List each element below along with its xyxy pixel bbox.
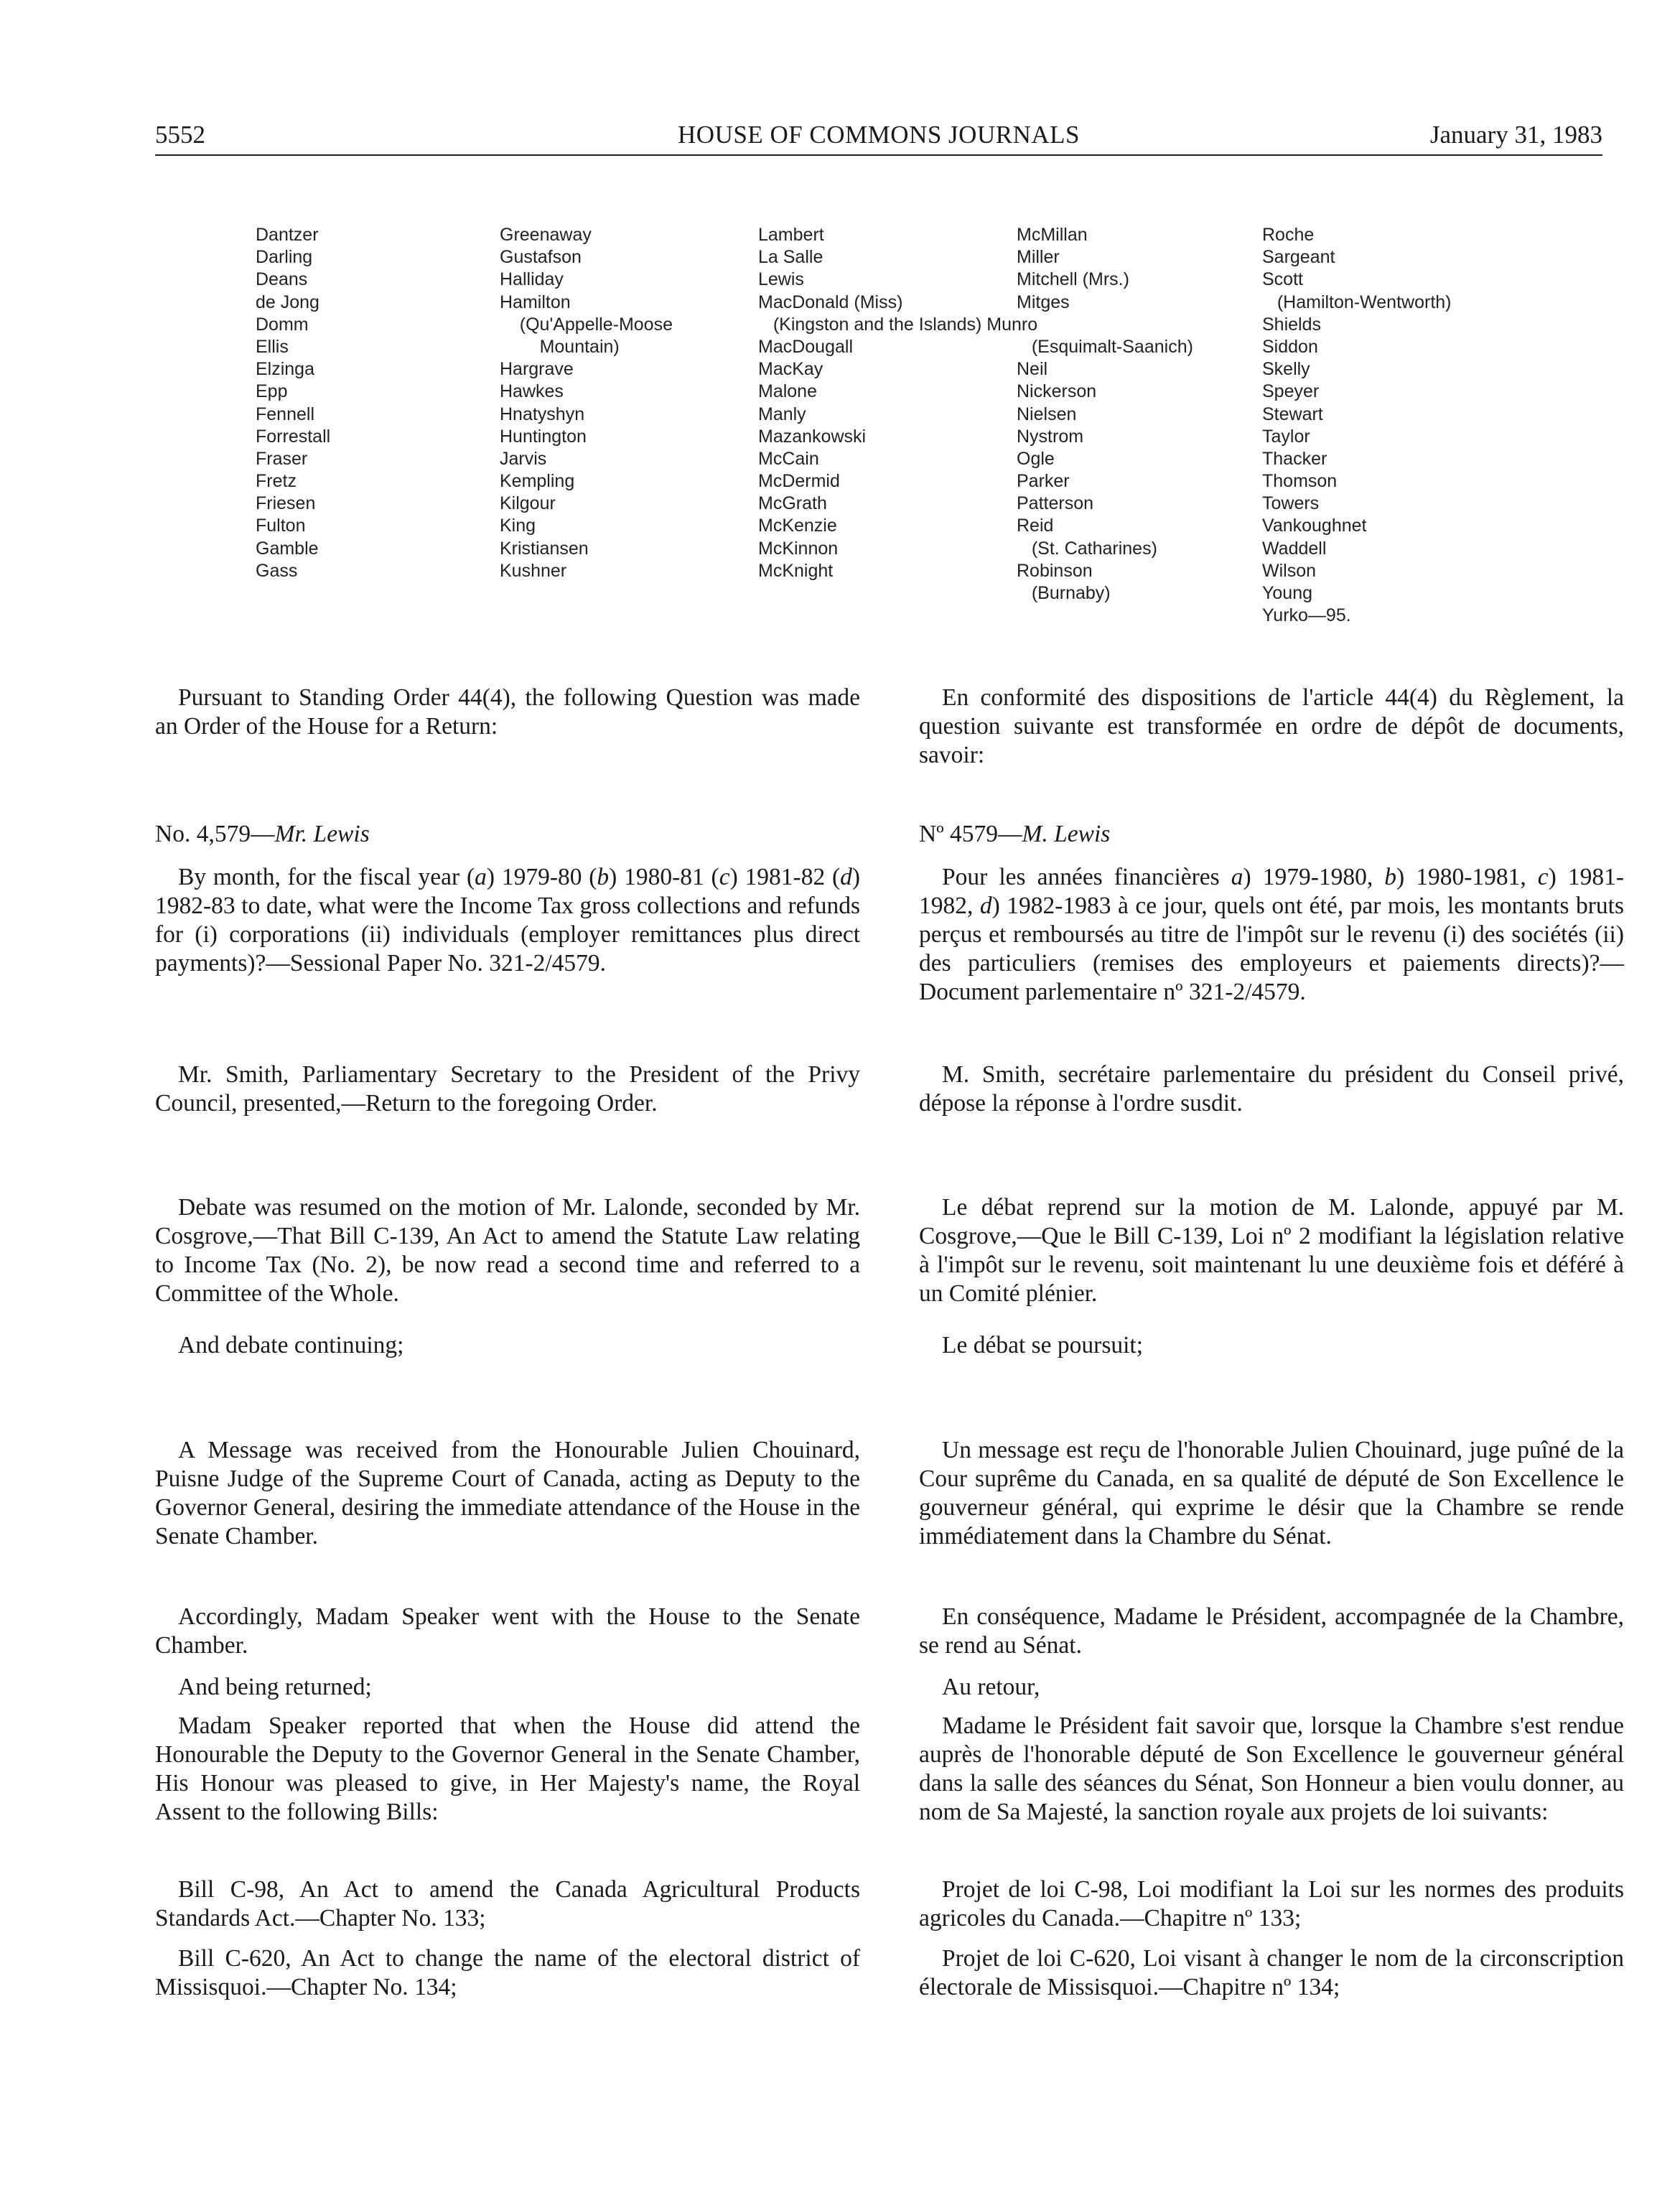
member-name: (Hamilton-Wentworth) bbox=[1262, 292, 1452, 312]
member-name: (St. Catharines) bbox=[1017, 538, 1157, 559]
member-name: Deans bbox=[256, 269, 308, 290]
member-name: McKenzie bbox=[758, 516, 837, 536]
member-name: Forrestall bbox=[256, 426, 331, 447]
member-name: Halliday bbox=[500, 269, 564, 290]
member-name: Mountain) bbox=[500, 336, 620, 357]
senate-chamber-paragraph: Accordingly, Madam Speaker went with the House to the Senate Chamber. bbox=[155, 1603, 860, 1659]
member-name: Huntington bbox=[500, 426, 587, 447]
member-name: de Jong bbox=[256, 292, 319, 312]
member-name: McGrath bbox=[758, 493, 827, 514]
member-name: Shields bbox=[1262, 314, 1321, 335]
order-intro-paragraph-fr: En conformité des dispositions de l'article 44(4) du Règlement, la question suivante est transformée en ordre de dépôt de documents, savoir: bbox=[919, 684, 1624, 768]
debate-paragraph: Debate was resumed on the motion of Mr. Lalonde, seconded by Mr. Cosgrove,—That Bill C-139, An Act to amend the Statute Law relating to Income Tax (No. 2), be now read a second time and referred to a Committee of the Whole. bbox=[155, 1194, 860, 1307]
member-name: Thacker bbox=[1262, 448, 1327, 469]
royal-assent-paragraph: Madam Speaker reported that when the House did attend the Honourable the Deputy to the Governor General in the Senate Chamber, His Honour was pleased to give, in Her Majesty's name, the Royal Assent to the following Bills: bbox=[155, 1712, 860, 1825]
member-name: (Qu'Appelle-Moose bbox=[500, 314, 673, 335]
member-name: Young bbox=[1262, 583, 1312, 603]
member-name: MacDonald (Miss) bbox=[758, 292, 903, 312]
member-name: Darling bbox=[256, 247, 313, 268]
member-name: Neil bbox=[1017, 359, 1048, 380]
member-name: (Kingston and the Islands) Munro bbox=[758, 314, 1038, 335]
member-name: Robinson bbox=[1017, 560, 1093, 581]
question-text-paragraph: By month, for the fiscal year (a) 1979-80 (b) 1980-81 (c) 1981-82 (d) 1982-83 to date, what were the Income Tax gross collections and refunds for (i) corporations (ii) individuals (employer remittances plus direct payments)?—Sessional Paper No. 321-2/4579. bbox=[155, 864, 861, 977]
member-name: MacDougall bbox=[758, 336, 854, 357]
member-name: McMillan bbox=[1017, 225, 1088, 245]
member-name: Hawkes bbox=[500, 381, 564, 402]
member-name: Fraser bbox=[256, 448, 308, 469]
question-heading bbox=[155, 820, 860, 849]
member-name: Parker bbox=[1017, 471, 1070, 492]
returned-paragraph-fr: Au retour, bbox=[942, 1674, 1040, 1700]
member-name: Wilson bbox=[1262, 560, 1317, 581]
member-name: Thomson bbox=[1262, 471, 1338, 492]
member-name: Elzinga bbox=[256, 359, 314, 380]
member-name: La Salle bbox=[758, 247, 823, 268]
member-name: Friesen bbox=[256, 493, 316, 514]
member-name: Miller bbox=[1017, 247, 1060, 268]
member-name: Sargeant bbox=[1262, 247, 1335, 268]
member-name: Fretz bbox=[256, 471, 297, 492]
member-name: Fulton bbox=[256, 516, 306, 536]
member-name: Kristiansen bbox=[500, 538, 589, 559]
member-name: Epp bbox=[256, 381, 288, 402]
header-rule bbox=[155, 154, 1602, 156]
bill-c98-paragraph: Bill C-98, An Act to amend the Canada Agricultural Products Standards Act.—Chapter No. 133; bbox=[155, 1876, 860, 1931]
debate-paragraph-fr: Le débat reprend sur la motion de M. Lalonde, appuyé par M. Cosgrove,—Que le Bill C-139, Loi nº 2 modifiant la législation relative à l'impôt sur le revenu, soit maintenant lu une deuxième fois et déféré à un Comité plénier. bbox=[919, 1194, 1624, 1307]
member-name: McCain bbox=[758, 448, 819, 469]
member-name: Roche bbox=[1262, 225, 1315, 245]
member-name bbox=[1017, 314, 1193, 336]
page-date: January 31, 1983 bbox=[1429, 121, 1602, 149]
member-name: Gustafson bbox=[500, 247, 582, 268]
member-name: McDermid bbox=[758, 471, 840, 492]
page-number: 5552 bbox=[155, 121, 205, 149]
question-heading-fr bbox=[919, 820, 1624, 849]
member-name: Stewart bbox=[1262, 404, 1323, 424]
return-paragraph-fr: M. Smith, secrétaire parlementaire du président du Conseil privé, dépose la réponse à l'ordre susdit. bbox=[919, 1061, 1624, 1117]
member-name: Speyer bbox=[1262, 381, 1320, 402]
member-name: Kilgour bbox=[500, 493, 556, 514]
member-name: Kempling bbox=[500, 471, 575, 492]
member-name: Domm bbox=[256, 314, 309, 335]
member-name: Greenaway bbox=[500, 225, 592, 245]
names-column-3 bbox=[758, 224, 1037, 582]
page-header bbox=[155, 121, 1602, 157]
member-name: Patterson bbox=[1017, 493, 1094, 514]
member-name: Scott bbox=[1262, 269, 1303, 290]
member-name: McKnight bbox=[758, 560, 834, 581]
bill-c620-paragraph-fr: Projet de loi C-620, Loi visant à changer le nom de la circonscription électorale de Missisquoi.—Chapitre nº 134; bbox=[919, 1945, 1624, 2000]
bill-c98-paragraph-fr: Projet de loi C-98, Loi modifiant la Loi sur les normes des produits agricoles du Canada.—Chapitre nº 133; bbox=[919, 1876, 1624, 1931]
member-name: Towers bbox=[1262, 493, 1320, 514]
senate-chamber-paragraph-fr: En conséquence, Madame le Président, accompagnée de la Chambre, se rend au Sénat. bbox=[919, 1603, 1624, 1659]
member-name: MacKay bbox=[758, 359, 823, 380]
member-name: Nickerson bbox=[1017, 381, 1097, 402]
member-name: Kushner bbox=[500, 560, 567, 581]
member-name: Skelly bbox=[1262, 359, 1310, 380]
names-column-4 bbox=[1017, 224, 1193, 605]
member-name: Siddon bbox=[1262, 336, 1318, 357]
member-name: Lewis bbox=[758, 269, 804, 290]
member-name: Gamble bbox=[256, 538, 319, 559]
member-name: Fennell bbox=[256, 404, 314, 424]
order-intro-paragraph: Pursuant to Standing Order 44(4), the following Question was made an Order of the House for a Return: bbox=[155, 684, 860, 740]
member-name: Taylor bbox=[1262, 426, 1310, 447]
member-name: Vankoughnet bbox=[1262, 516, 1367, 536]
member-name: (Burnaby) bbox=[1017, 583, 1111, 603]
names-column-2 bbox=[500, 224, 673, 582]
member-name: Mitchell (Mrs.) bbox=[1017, 269, 1129, 290]
question-number: No. 4,579— bbox=[155, 821, 275, 847]
member-name: Nielsen bbox=[1017, 404, 1077, 424]
member-name: Malone bbox=[758, 381, 817, 402]
names-column-1 bbox=[256, 224, 330, 582]
royal-assent-paragraph-fr: Madame le Président fait savoir que, lorsque la Chambre s'est rendue auprès de l'honorable député de Son Excellence le gouverneur général dans la salle des séances du Sénat, Son Honneur a bien voulu donner, au nom de Sa Majesté, la sanction royale aux projets de loi suivants: bbox=[919, 1712, 1624, 1825]
member-name: Nystrom bbox=[1017, 426, 1084, 447]
question-member: Mr. Lewis bbox=[274, 821, 370, 847]
member-name: (Esquimalt-Saanich) bbox=[1017, 336, 1193, 357]
member-name: King bbox=[500, 516, 536, 536]
member-name: Ogle bbox=[1017, 448, 1055, 469]
member-name: Mitges bbox=[1017, 292, 1070, 312]
question-text-paragraph-fr: Pour les années financières a) 1979-1980, b) 1980-1981, c) 1981-1982, d) 1982-1983 à ce jour, quels ont été, par mois, les montants bruts perçus et remboursés au titre de l'impôt sur le revenu (i) des sociétés (ii) des particuliers (remises des employeurs et paiements directs)?—Document parlementaire nº 321-2/4579. bbox=[919, 864, 1625, 1005]
member-name: Mazankowski bbox=[758, 426, 867, 447]
bill-c620-paragraph: Bill C-620, An Act to change the name of the electoral district of Missisquoi.—Chapter No. 134; bbox=[155, 1945, 860, 2000]
member-name: McKinnon bbox=[758, 538, 839, 559]
message-paragraph-fr: Un message est reçu de l'honorable Julien Chouinard, juge puîné de la Cour suprême du Canada, en sa qualité de député de Son Excellence le gouverneur général, qui exprime le désir que la Chambre se rende immédiatement dans la Chambre du Sénat. bbox=[919, 1437, 1624, 1549]
debate-continuing-paragraph: And debate continuing; bbox=[178, 1332, 404, 1359]
names-column-5 bbox=[1262, 224, 1452, 627]
journal-title: HOUSE OF COMMONS JOURNALS bbox=[678, 121, 1080, 149]
member-name: Hargrave bbox=[500, 359, 574, 380]
member-name: Yurko—95. bbox=[1262, 605, 1351, 626]
question-member-fr: M. Lewis bbox=[1022, 821, 1111, 847]
member-name: Jarvis bbox=[500, 448, 547, 469]
member-name: Lambert bbox=[758, 225, 824, 245]
member-name: Reid bbox=[1017, 516, 1054, 536]
member-name: Ellis bbox=[256, 336, 289, 357]
member-name: Hnatyshyn bbox=[500, 404, 585, 424]
question-number-fr: Nº 4579— bbox=[919, 821, 1022, 847]
member-name: Hamilton bbox=[500, 292, 571, 312]
member-name: Manly bbox=[758, 404, 806, 424]
member-name: Gass bbox=[256, 560, 298, 581]
message-paragraph: A Message was received from the Honourable Julien Chouinard, Puisne Judge of the Supreme Court of Canada, acting as Deputy to the Governor General, desiring the immediate attendance of the House in the Senate Chamber. bbox=[155, 1437, 860, 1549]
return-paragraph: Mr. Smith, Parliamentary Secretary to the President of the Privy Council, presented,—Return to the foregoing Order. bbox=[155, 1061, 860, 1117]
returned-paragraph: And being returned; bbox=[178, 1674, 372, 1700]
member-name: Dantzer bbox=[256, 225, 319, 245]
member-name: Waddell bbox=[1262, 538, 1327, 559]
debate-continuing-paragraph-fr: Le débat se poursuit; bbox=[942, 1332, 1144, 1359]
